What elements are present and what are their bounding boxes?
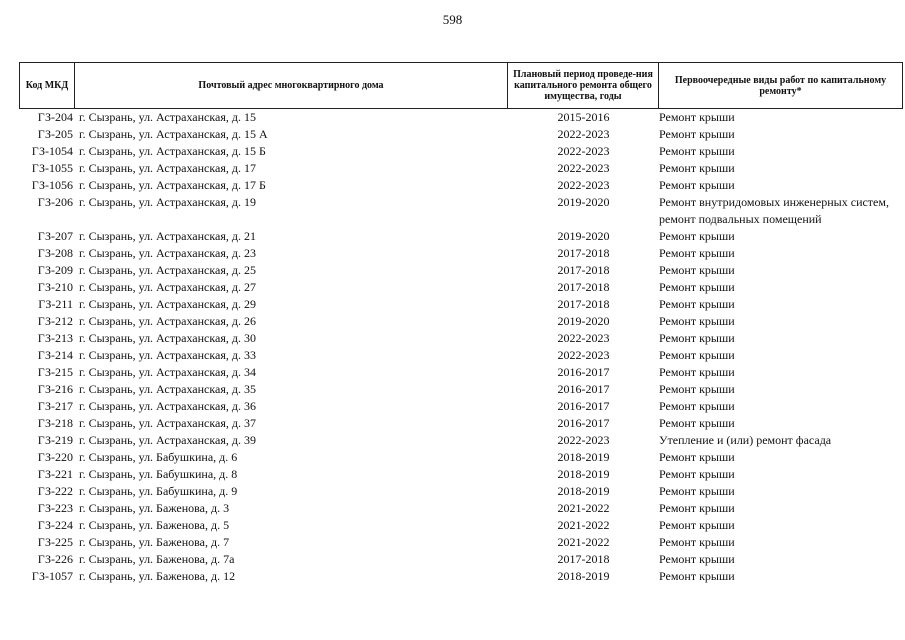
table-row [19,364,903,381]
row-period: 2019-2020 [557,314,610,328]
row-address: г. Сызрань, ул. Астраханская, д. 17 Б [79,178,266,192]
row-period: 2015-2016 [557,110,610,124]
row-code: ГЗ-213 [37,331,73,345]
row-period: 2018-2019 [557,484,610,498]
row-code: ГЗ-219 [37,433,73,447]
table-row [19,245,903,262]
table-row [19,109,903,126]
row-works: Ремонт крыши [659,348,735,362]
row-period: 2016-2017 [557,382,610,396]
row-address: г. Сызрань, ул. Астраханская, д. 33 [79,348,256,362]
table-row [19,228,903,245]
row-address: г. Сызрань, ул. Астраханская, д. 15 А [79,127,268,141]
row-works: Ремонт крыши [659,280,735,294]
row-works: Ремонт крыши [659,552,735,566]
header-works: Первоочередные виды работ по капитальному ремонту* [659,63,903,108]
table-row [19,449,903,466]
row-works: Ремонт крыши [659,569,735,583]
row-period: 2022-2023 [557,161,610,175]
table-row [19,415,903,432]
row-address: г. Сызрань, ул. Астраханская, д. 19 [79,195,256,209]
row-code: ГЗ-204 [37,110,73,124]
row-works: Ремонт крыши [659,518,735,532]
table-row [19,551,903,568]
row-address: г. Сызрань, ул. Астраханская, д. 27 [79,280,256,294]
row-period: 2021-2022 [557,518,610,532]
row-works: Ремонт крыши [659,416,735,430]
table-row [19,296,903,313]
row-address: г. Сызрань, ул. Астраханская, д. 26 [79,314,256,328]
row-period: 2017-2018 [557,280,610,294]
header-address: Почтовый адрес многоквартирного дома [75,63,508,108]
row-code: ГЗ-211 [38,297,73,311]
row-address: г. Сызрань, ул. Астраханская, д. 15 Б [79,144,266,158]
row-address: г. Сызрань, ул. Астраханская, д. 35 [79,382,256,396]
table-row [19,330,903,347]
row-period: 2019-2020 [557,229,610,243]
row-works: Ремонт крыши [659,450,735,464]
row-code: ГЗ-205 [37,127,73,141]
header-period: Плановый период проведе-ния капитального ремонта общего имущества, годы [508,63,659,108]
row-code: ГЗ-220 [37,450,73,464]
row-period: 2022-2023 [557,127,610,141]
row-code: ГЗ-212 [37,314,73,328]
row-period: 2017-2018 [557,297,610,311]
row-code: ГЗ-221 [37,467,73,481]
row-period: 2016-2017 [557,399,610,413]
row-code: ГЗ-222 [37,484,73,498]
row-works: Ремонт крыши [659,484,735,498]
row-works: Ремонт внутридомовых инженерных систем, ремонт подвальных помещений [659,195,889,226]
row-works: Ремонт крыши [659,263,735,277]
table-row [19,347,903,364]
table-row [19,500,903,517]
table-row [19,313,903,330]
row-works: Ремонт крыши [659,314,735,328]
row-code: ГЗ-208 [37,246,73,260]
row-address: г. Сызрань, ул. Астраханская, д. 25 [79,263,256,277]
row-code: ГЗ-1056 [31,178,73,192]
table-header [19,63,903,108]
row-address: г. Сызрань, ул. Бабушкина, д. 8 [79,467,238,481]
table-row [19,483,903,500]
row-period: 2021-2022 [557,501,610,515]
row-period: 2022-2023 [557,348,610,362]
row-code: ГЗ-214 [37,348,73,362]
row-code: ГЗ-216 [37,382,73,396]
table-row [19,262,903,279]
row-address: г. Сызрань, ул. Астраханская, д. 23 [79,246,256,260]
row-period: 2022-2023 [557,433,610,447]
row-period: 2016-2017 [557,416,610,430]
row-address: г. Сызрань, ул. Астраханская, д. 39 [79,433,256,447]
row-works: Ремонт крыши [659,297,735,311]
row-works: Утепление и (или) ремонт фасада [659,433,832,447]
row-code: ГЗ-207 [37,229,73,243]
row-code: ГЗ-209 [37,263,73,277]
row-works: Ремонт крыши [659,501,735,515]
table-row [19,466,903,483]
table-row [19,517,903,534]
row-period: 2018-2019 [557,467,610,481]
row-works: Ремонт крыши [659,382,735,396]
row-address: г. Сызрань, ул. Астраханская, д. 34 [79,365,256,379]
row-address: г. Сызрань, ул. Баженова, д. 7а [79,552,235,566]
row-works: Ремонт крыши [659,127,735,141]
row-period: 2022-2023 [557,144,610,158]
row-period: 2017-2018 [557,246,610,260]
table-row [19,381,903,398]
row-address: г. Сызрань, ул. Астраханская, д. 29 [79,297,256,311]
row-address: г. Сызрань, ул. Баженова, д. 12 [79,569,236,583]
row-address: г. Сызрань, ул. Астраханская, д. 21 [79,229,256,243]
row-code: ГЗ-1054 [31,144,73,158]
row-period: 2022-2023 [557,178,610,192]
row-code: ГЗ-218 [37,416,73,430]
row-works: Ремонт крыши [659,331,735,345]
row-code: ГЗ-225 [37,535,73,549]
row-works: Ремонт крыши [659,161,735,175]
row-code: ГЗ-224 [37,518,73,532]
row-code: ГЗ-223 [37,501,73,515]
row-works: Ремонт крыши [659,229,735,243]
row-works: Ремонт крыши [659,178,735,192]
page-number: 598 [442,12,463,27]
row-works: Ремонт крыши [659,365,735,379]
row-works: Ремонт крыши [659,467,735,481]
row-address: г. Сызрань, ул. Баженова, д. 3 [79,501,230,515]
table-row [19,194,903,228]
table-row [19,279,903,296]
row-address: г. Сызрань, ул. Астраханская, д. 15 [79,110,256,124]
row-works: Ремонт крыши [659,535,735,549]
row-code: ГЗ-226 [37,552,73,566]
row-code: ГЗ-215 [37,365,73,379]
row-address: г. Сызрань, ул. Астраханская, д. 17 [79,161,256,175]
row-code: ГЗ-217 [37,399,73,413]
table-row [19,534,903,551]
table-row [19,432,903,449]
header-code: Код МКД [19,63,75,108]
row-code: ГЗ-1057 [31,569,73,583]
row-code: ГЗ-1055 [31,161,73,175]
table-row [19,160,903,177]
table-row [19,568,903,585]
row-address: г. Сызрань, ул. Бабушкина, д. 9 [79,484,238,498]
row-period: 2019-2020 [557,195,610,209]
row-works: Ремонт крыши [659,110,735,124]
row-code: ГЗ-210 [37,280,73,294]
row-period: 2018-2019 [557,450,610,464]
row-works: Ремонт крыши [659,246,735,260]
row-address: г. Сызрань, ул. Бабушкина, д. 6 [79,450,238,464]
row-works: Ремонт крыши [659,399,735,413]
row-address: г. Сызрань, ул. Баженова, д. 7 [79,535,230,549]
row-address: г. Сызрань, ул. Баженова, д. 5 [79,518,230,532]
table-row [19,126,903,143]
table-row [19,177,903,194]
row-period: 2021-2022 [557,535,610,549]
row-works: Ремонт крыши [659,144,735,158]
row-period: 2016-2017 [557,365,610,379]
row-period: 2017-2018 [557,263,610,277]
row-period: 2018-2019 [557,569,610,583]
table-row [19,398,903,415]
row-code: ГЗ-206 [37,195,73,209]
row-address: г. Сызрань, ул. Астраханская, д. 36 [79,399,256,413]
table-body [19,109,903,585]
row-period: 2017-2018 [557,552,610,566]
row-address: г. Сызрань, ул. Астраханская, д. 37 [79,416,256,430]
table-row [19,143,903,160]
row-address: г. Сызрань, ул. Астраханская, д. 30 [79,331,256,345]
row-period: 2022-2023 [557,331,610,345]
